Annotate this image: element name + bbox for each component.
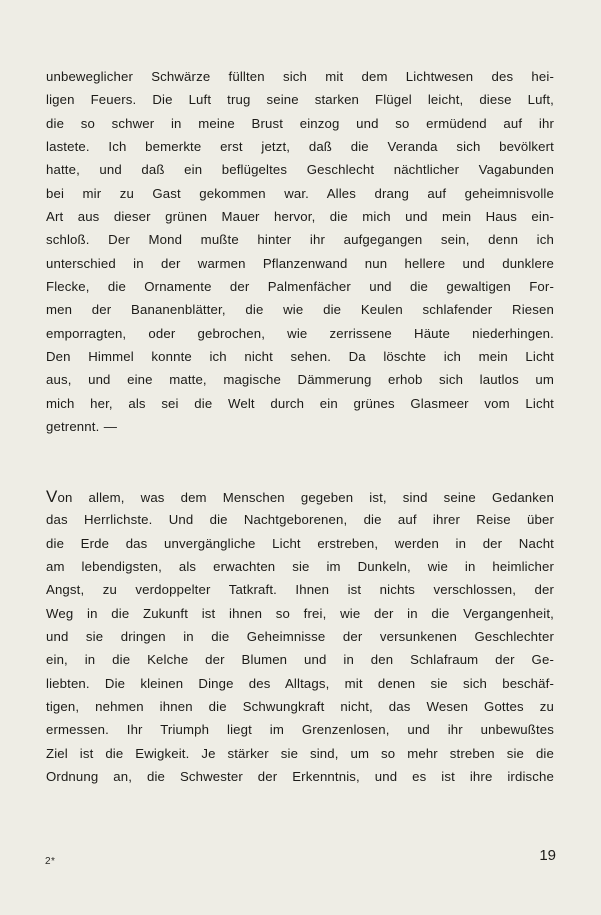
text-line: liebten. Die kleinen Dinge des Alltags, mit denen sie sich beschäf- [46, 675, 554, 691]
text-line: Angst, zu verdoppelter Tatkraft. Ihnen ist nichts verschlossen, der [46, 582, 554, 598]
text-line: am lebendigsten, als erwachten sie im Dunkeln, wie in heimlicher [46, 559, 554, 575]
text-line: aus, und eine matte, magische Dämmerung erhob sich lautlos um [46, 372, 554, 388]
text-line: Ordnung an, die Schwester der Erkenntnis, und es ist ihre irdische [46, 769, 554, 785]
text-line: ermessen. Ihr Triumph liegt im Grenzenlosen, und ihr unbewußtes [46, 722, 554, 738]
text-line: lastete. Ich bemerkte erst jetzt, daß die Veranda sich bevölkert [46, 139, 554, 155]
paragraph-2 [46, 485, 554, 788]
text-line: die Erde das unvergängliche Licht erstreben, werden in der Nacht [46, 535, 554, 551]
text-line: Flecke, die Ornamente der Palmenfächer und die gewaltigen For- [46, 279, 554, 295]
text-line: ligen Feuers. Die Luft trug seine starken Flügel leicht, diese Luft, [46, 92, 554, 108]
text-line: bei mir zu Gast gekommen war. Alles drang auf geheimnisvolle [46, 185, 554, 201]
text-line: Von allem, was dem Menschen gegeben ist, sind seine Gedanken [46, 487, 554, 506]
text-line: Art aus dieser grünen Mauer hervor, die mich und mein Haus ein- [46, 209, 554, 225]
text-line: mich her, als sei die Welt durch ein grünes Glasmeer vom Licht [46, 395, 554, 411]
text-line: ein, in die Kelche der Blumen und in den Schlafraum der Ge- [46, 652, 554, 668]
text-line: unbeweglicher Schwärze füllten sich mit dem Lichtwesen des hei- [46, 69, 554, 84]
text-line: und sie dringen in die Geheimnisse der versunkenen Geschlechter [46, 629, 554, 645]
text-line: das Herrlichste. Und die Nachtgeborenen, die auf ihrer Reise über [46, 512, 554, 528]
text-line: Den Himmel konnte ich nicht sehen. Da löschte ich mein Licht [46, 349, 554, 365]
text-line: men der Bananenblätter, die wie die Keulen schlafender Riesen [46, 302, 554, 318]
text-line: getrennt. — [46, 419, 118, 435]
text-line: die so schwer in meine Brust einzog und so ermüdend auf ihr [46, 115, 554, 131]
text-line: emporragten, oder gebrochen, wie zerrissene Häute niederhingen. [46, 325, 554, 341]
page-number: 19 [539, 847, 556, 864]
text-line: Weg in die Zukunft ist ihnen so frei, wie der in die Vergangenheit, [46, 605, 554, 621]
paragraph-1 [46, 65, 554, 439]
text-line: tigen, nehmen ihnen die Schwungkraft nicht, das Wesen Gottes zu [46, 699, 554, 715]
signature-mark: 2* [45, 856, 56, 867]
text-line: Ziel ist die Ewigkeit. Je stärker sie sind, um so mehr streben sie die [46, 745, 554, 761]
text-line: unterschied in der warmen Pflanzenwand nun hellere und dunklere [46, 255, 554, 271]
text-line: schloß. Der Mond mußte hinter ihr aufgegangen sein, denn ich [46, 232, 554, 248]
text-line: hatte, und daß ein beflügeltes Geschlecht nächtlicher Vagabunden [46, 162, 554, 178]
